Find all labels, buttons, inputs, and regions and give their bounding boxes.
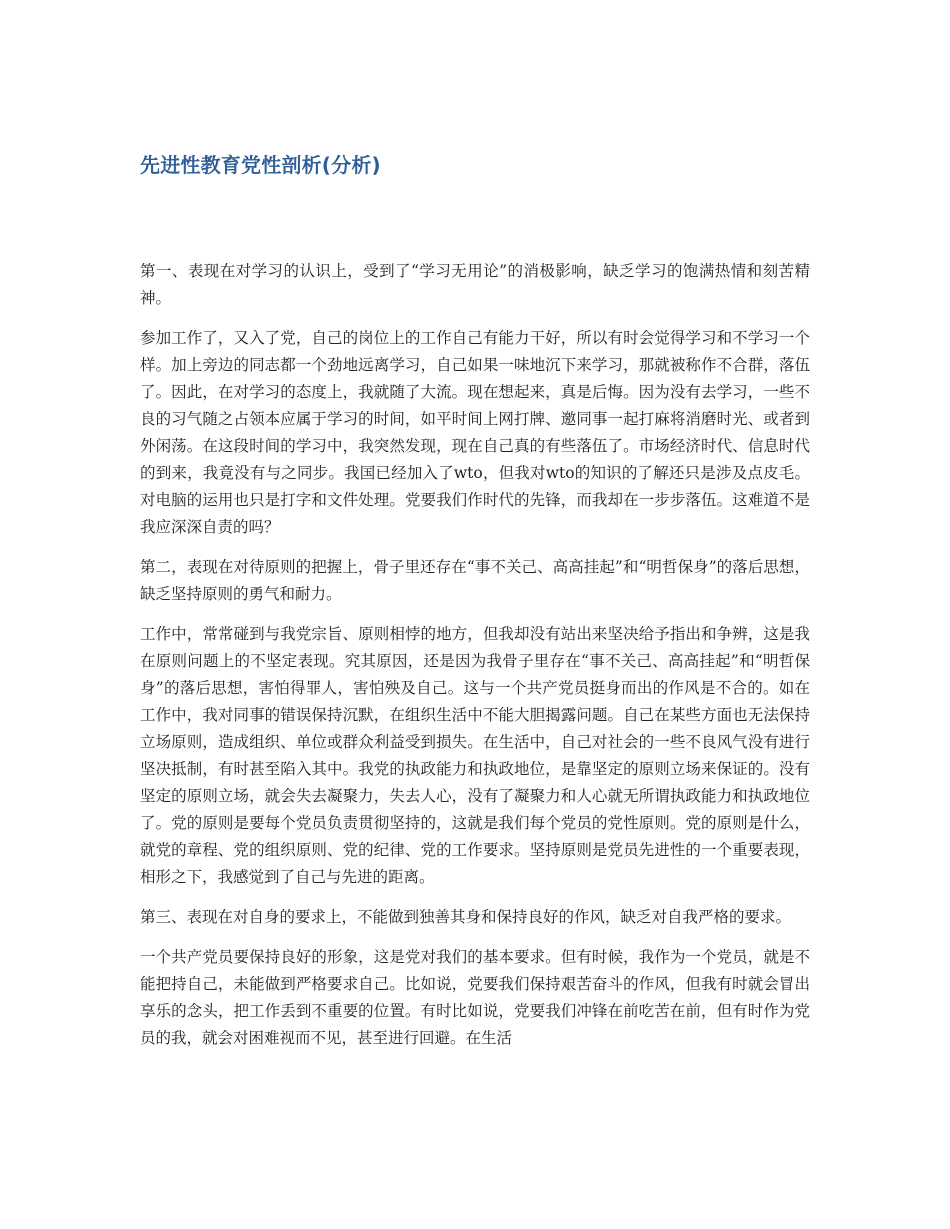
paragraph-1-heading: 第一、表现在对学习的认识上，受到了“学习无用论”的消极影响，缺乏学习的饱满热情和刻苦精神。 (140, 262, 810, 307)
paragraph-5-heading: 第三、表现在对自身的要求上，不能做到独善其身和保持良好的作风，缺乏对自我严格的要求。 (140, 908, 792, 926)
paragraph-2: 参加工作了，又入了党，自己的岗位上的工作自己有能力干好，所以有时会觉得学习和不学习一个样。加上旁边的同志都一个劲地远离学习，自己如果一味地沉下来学习，那就被称作不合群，落伍了。因此，在对学习的态度上，我就随了大流。现在想起来，真是后悔。因为没有去学习，一些不良的习气随之占领本应属于学习的时间，如平时间上网打牌、邀同事一起打麻将消磨时光、或者到外闲荡。在这段时间的学习中，我突然发现，现在自己真的有些落伍了。市场经济时代、信息时代的到来，我竟没有与之同步。我国已经加入了wto，但我对wto的知识的了解还只是涉及点皮毛。对电脑的运用也只是打字和文件处理。党要我们作时代的先锋，而我却在一步步落伍。这难道不是我应深深自责的吗？ (140, 329, 810, 536)
paragraph-4: 工作中，常常碰到与我党宗旨、原则相悖的地方，但我却没有站出来坚决给予指出和争辨，这是我在原则问题上的不坚定表现。究其原因，还是因为我骨子里存在“事不关己、高高挂起”和“明哲保身”的落后思想，害怕得罪人，害怕殃及自己。这与一个共产党员挺身而出的作风是不合的。如在工作中，我对同事的错误保持沉默，在组织生活中不能大胆揭露问题。自己在某些方面也无法保持立场原则，造成组织、单位或群众利益受到损失。在生活中，自己对社会的一些不良风气没有进行坚决抵制，有时甚至陷入其中。我党的执政能力和执政地位，是靠坚定的原则立场来保证的。没有坚定的原则立场，就会失去凝聚力，失去人心，没有了凝聚力和人心就无所谓执政能力和执政地位了。党的原则是要每个党员负责贯彻坚持的，这就是我们每个党员的党性原则。党的原则是什么，就党的章程、党的组织原则、党的纪律、党的工作要求。坚持原则是党员先进性的一个重要表现，相形之下，我感觉到了自己与先进的距离。 (140, 625, 810, 886)
paragraph-3-heading: 第二，表现在对待原则的把握上，骨子里还存在“事不关己、高高挂起”和“明哲保身”的落后思想，缺乏坚持原则的勇气和耐力。 (140, 558, 810, 603)
paragraph-6: 一个共产党员要保持良好的形象，这是党对我们的基本要求。但有时候，我作为一个党员，就是不能把持自己，未能做到严格要求自己。比如说，党要我们保持艰苦奋斗的作风，但我有时就会冒出享乐的念头，把工作丢到不重要的位置。有时比如说，党要我们冲锋在前吃苦在前，但有时作为党员的我，就会对困难视而不见，甚至进行回避。在生活 (140, 948, 810, 1047)
document-title: 先进性教育党性剖析(分析) (140, 153, 381, 177)
document-body (140, 258, 810, 1065)
